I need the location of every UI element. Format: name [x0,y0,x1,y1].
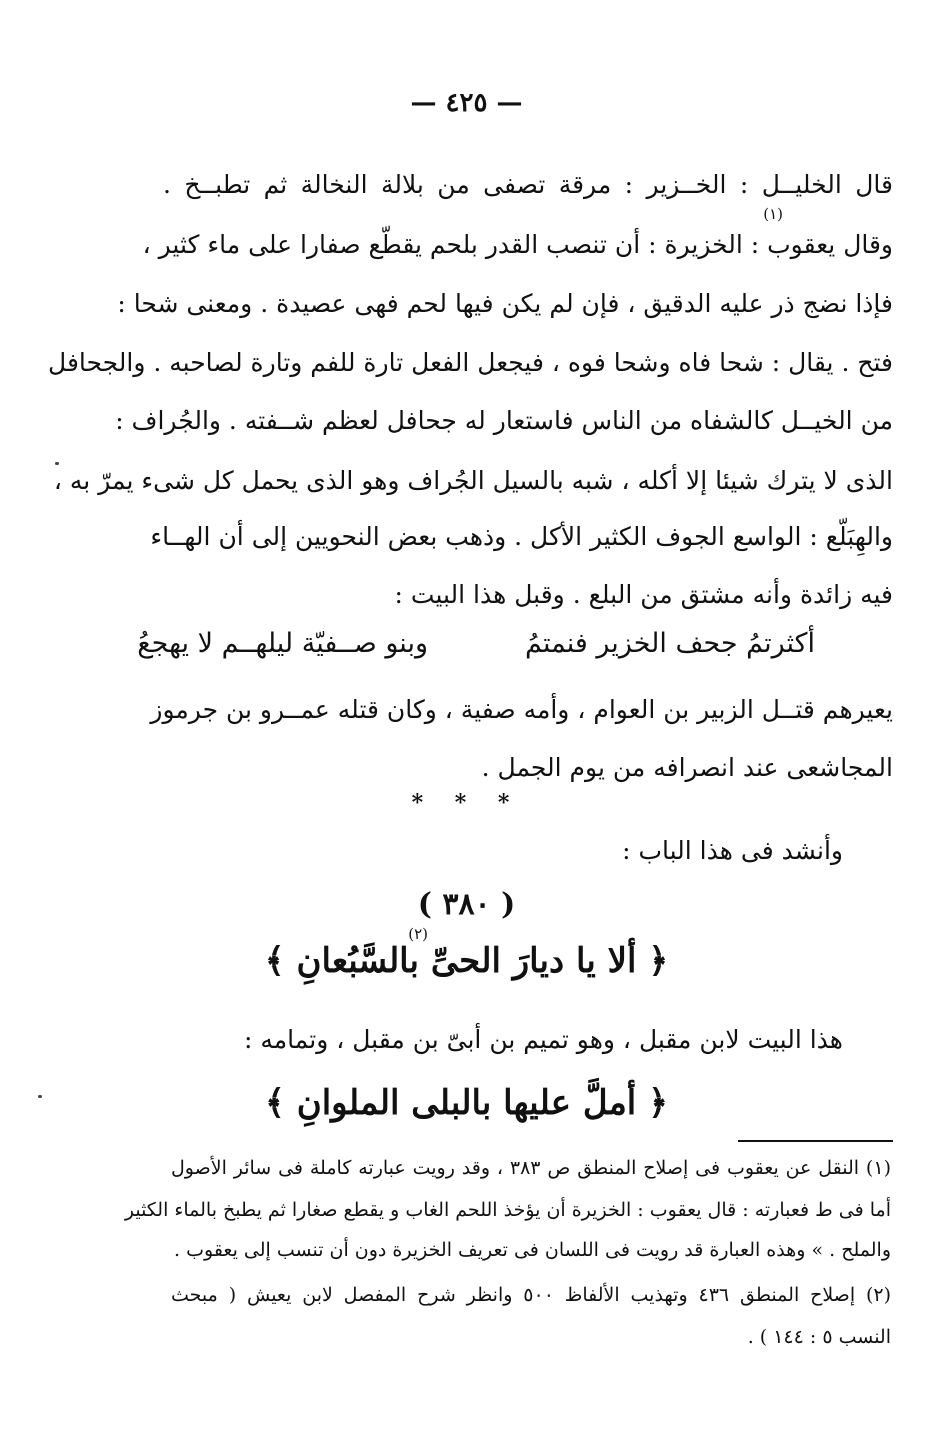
verse-first-hemistich: أكثرتمُ جحف الخزير فنمتمُ [525,628,815,659]
poem-heading-2: ﴿ أملَّ عليها بالبلى الملوانِ ﴾ [264,1083,668,1123]
footnote-line-5: النسب ٥ : ١٤٤ ) . [747,1326,891,1348]
verse-second-hemistich: وبنو صــفيّة ليلهــم لا يهجعُ [137,628,428,659]
footnote-divider [738,1140,893,1142]
after-verse-line-2: المجاشعى عند انصرافه من يوم الجمل . [481,753,893,782]
section-separator: * * * [411,790,522,816]
footnote-line-1: (١) النقل عن يعقوب فى إصلاح المنطق ص ٣٨٣ ، وقد رويت عبارته كاملة فى سائر الأصول [171,1157,891,1179]
attribution-line: هذا البيت لابن مقبل ، وهو تميم بن أبىّ بن مقبل ، وتمامه : [244,1025,843,1054]
footnote-ref-2: (٢) [408,925,428,943]
footnote-ref-1: (١) [763,205,783,223]
body-line-1: قال الخليــل : الخــزير : مرقة تصفى من بلالة النخالة ثم تطبــخ . [163,170,893,199]
scan-speck [38,1095,42,1098]
poem-number: ( ٣٨٠ ) [417,887,516,922]
body-line-2: وقال يعقوب : الخزيرة : أن تنصب القدر بلحم يقطّع صفارا على ماء كثير ، [142,230,893,259]
footnote-line-2: أما فى ط فعبارته : قال يعقوب : الخزيرة أن يؤخذ اللحم الغاب و يقطع صغارا ثم يطبخ بالماء الكثير [124,1199,891,1221]
body-line-6: الذى لا يترك شيئا إلا أكله ، شبه بالسيل الجُراف وهو الذى يحمل كل شىء يمرّ به ، [53,466,893,495]
scan-speck [55,462,59,465]
after-verse-line-1: يعيرهم قتــل الزبير بن العوام ، وأمه صفية ، وكان قتله عمــرو بن جرموز [150,695,893,724]
body-line-8: فيه زائدة وأنه مشتق من البلع . وقبل هذا البيت : [394,580,893,609]
footnote-line-4: (٢) إصلاح المنطق ٤٣٦ وتهذيب الألفاظ ٥٠٠ وانظر شرح المفصل لابن يعيش ( مبحث [171,1284,892,1306]
body-line-3: فإذا نضج ذر عليه الدقيق ، فإن لم يكن فيها لحم فهى عصيدة . ومعنى شحا : [117,289,893,318]
footnote-line-3: والملح . » وهذه العبارة قد رويت فى اللسان فى تعريف الخزيرة دون أن تنسب إلى يعقوب . [174,1239,891,1261]
body-line-4: فتح . يقال : شحا فاه وشحا فوه ، فيجعل الفعل تارة للفم وتارة لصاحبه . والجحافل [48,348,893,377]
recite-line: وأنشد فى هذا الباب : [622,836,843,865]
poem-heading-1: ﴿ ألا يا ديارَ الحىِّ بالسَّبُعانِ ﴾ [264,941,669,981]
body-line-7: والهِبَلّع : الواسع الجوف الكثير الأكل . وذهب بعض النحويين إلى أن الهــاء [150,522,893,551]
page-number: — ٤٢٥ — [410,88,523,118]
body-line-5: من الخيــل كالشفاه من الناس فاستعار له جحافل لعظم شــفته . والجُراف : [115,406,893,435]
